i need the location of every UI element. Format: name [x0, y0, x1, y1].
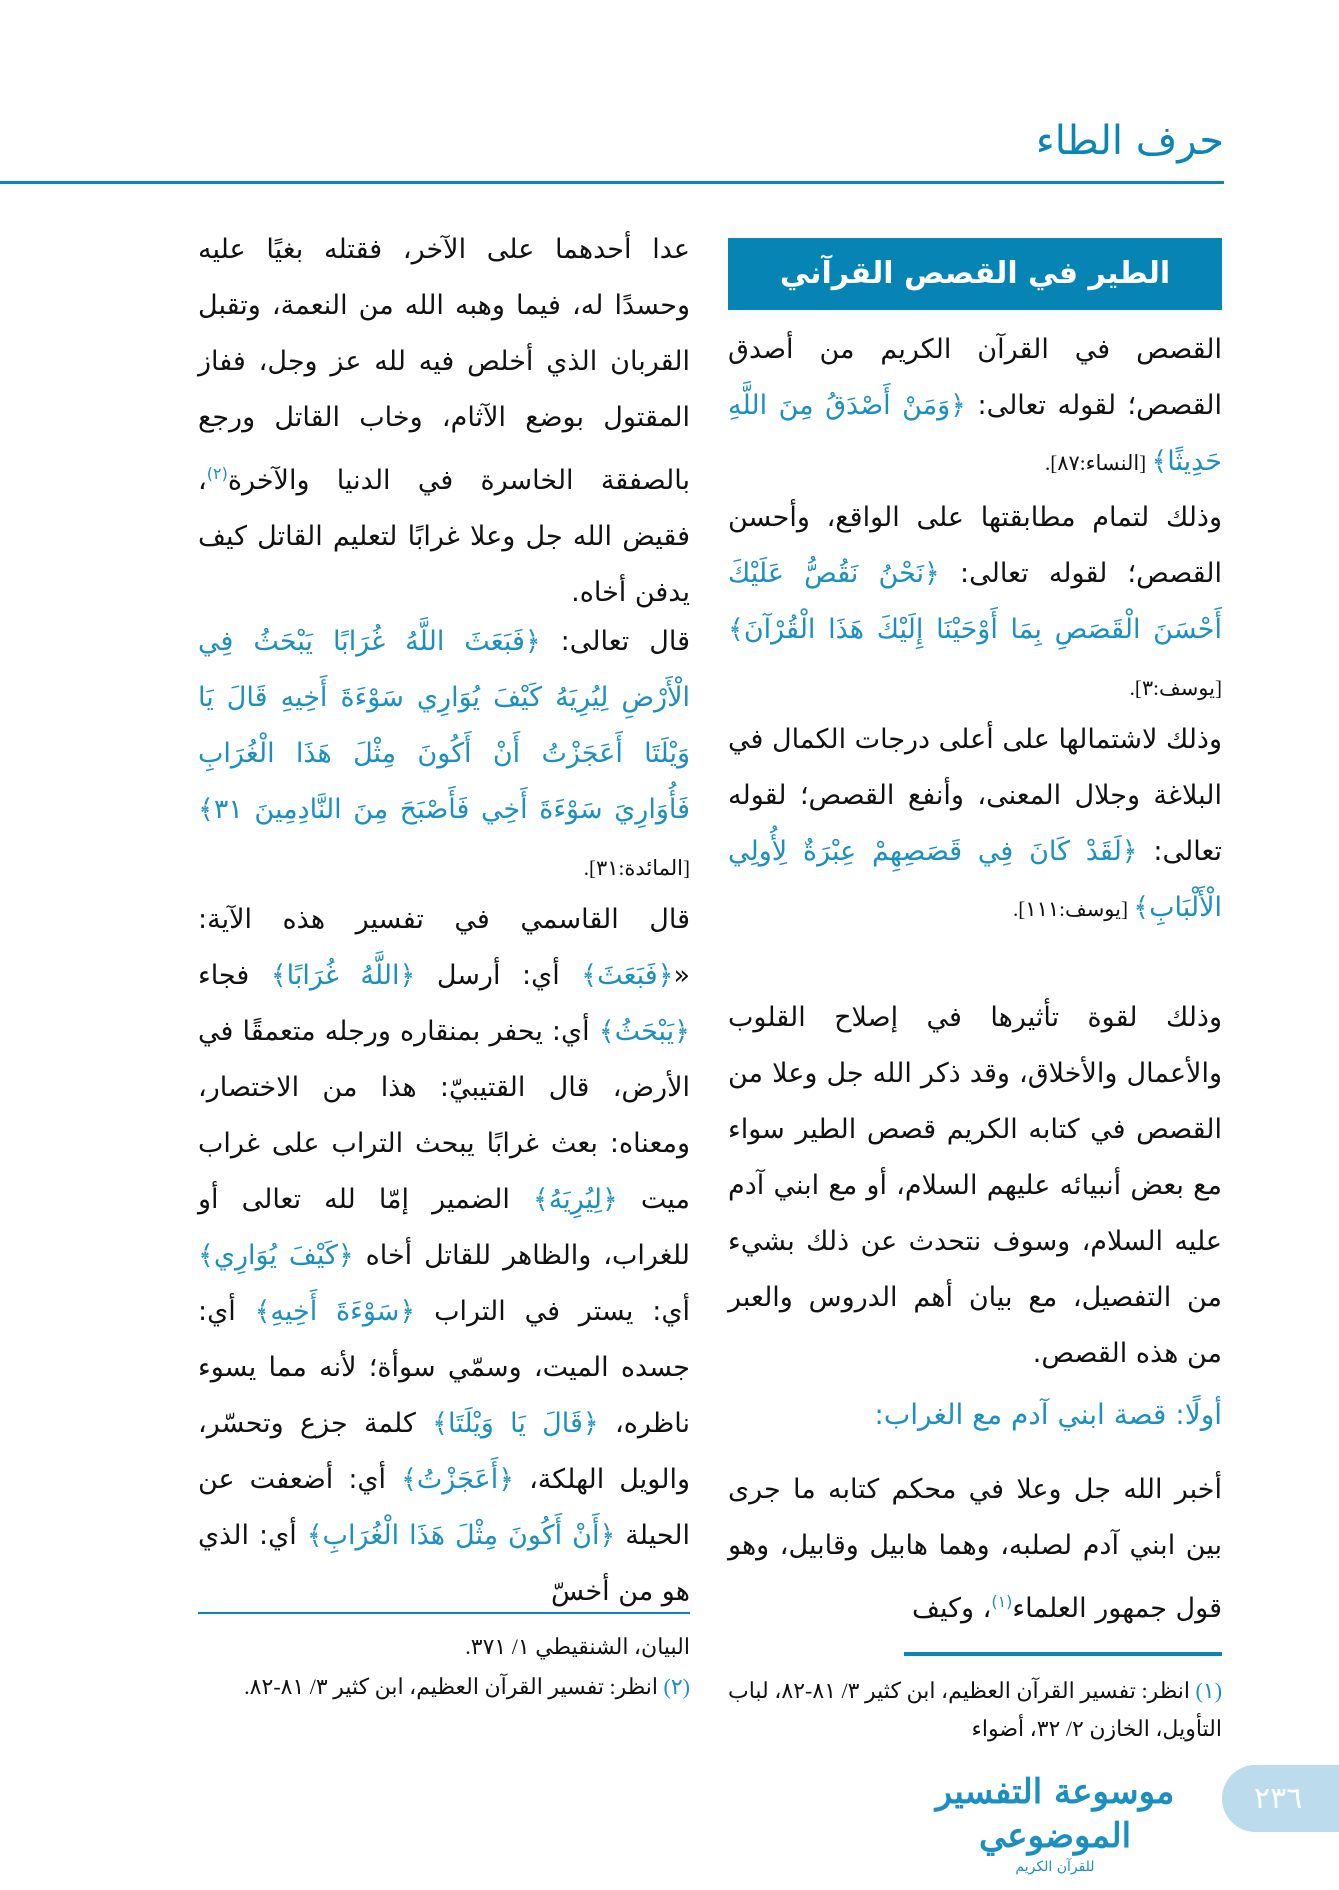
logo-title: موسوعة التفسير الموضوعي	[935, 1772, 1175, 1856]
body-text: أي: الذي هو من أخسّ	[198, 1520, 690, 1607]
quran-verse: ﴿وَمَنْ أَصْدَقُ مِنَ اللَّهِ حَدِيثًا﴾	[728, 390, 1222, 477]
body-text: وذلك لاشتمالها على أعلى درجات الكمال في البلاغة وجلال المعنى، وأنفع القصص؛ لقوله تعالى:	[728, 724, 1222, 867]
section-title: الطير في القصص القرآني	[728, 238, 1222, 310]
body-text: ، وكيف	[912, 1593, 992, 1624]
quran-verse: ﴿كَيْفَ يُوَارِي﴾	[198, 1240, 354, 1271]
body-text: قال القاسمي في تفسير هذه الآية: «	[198, 904, 691, 991]
right-column	[728, 0, 1222, 1760]
quran-verse: ﴿أَعَجَزْتُ﴾	[401, 1464, 515, 1495]
footnote-number: (٢)	[663, 1674, 690, 1699]
quran-verse: ﴿لَقَدْ كَانَ فِي قَصَصِهِمْ عِبْرَةٌ لِأُولِي الْأَلْبَابِ﴾	[728, 836, 1222, 923]
quran-verse: ﴿سَوْءَةَ أَخِيهِ﴾	[254, 1296, 416, 1327]
footnote-divider	[198, 1612, 690, 1614]
verse-reference: [المائدة:٣١].	[583, 856, 690, 880]
paragraph	[728, 490, 1222, 716]
footnote-marker: (١)	[991, 1592, 1013, 1611]
verse-reference: [يوسف:٣].	[1129, 676, 1222, 700]
quran-verse: ﴿يَبْحَثُ﴾	[598, 1016, 690, 1047]
paragraph	[728, 322, 1222, 491]
quran-verse: ﴿نَحْنُ نَقُصُّ عَلَيْكَ أَحْسَنَ الْقَصَصِ بِمَا أَوْحَيْنَا إِلَيْكَ هَذَا الْقُرْآنَ﴾	[728, 558, 1222, 645]
body-text: وذلك لقوة تأثيرها في إصلاح القلوب والأعمال والأخلاق، وقد ذكر الله جل وعلا من القصص في كتابه الكريم قصص الطير سواء مع بعض أنبيائه عليهم السلام، أو مع ابني آدم عليه السلام، وسوف نتحدث عن ذلك بشيء من التفصيل، مع بيان أهم الدروس والعبر من هذه القصص.	[728, 1002, 1222, 1369]
quran-verse: ﴿اللَّهُ غُرَابًا﴾	[270, 960, 416, 991]
body-text: الضمير إمّا لله تعالى أو للغراب، والظاهر للقاتل أخاه	[198, 1184, 691, 1271]
paragraph	[728, 990, 1222, 1382]
body-text: ، فقيض الله جل وعلا غرابًا لتعليم القاتل كيف يدفن أخاه.	[198, 465, 690, 608]
quran-verse: ﴿أَنْ أَكُونَ مِثْلَ هَذَا الْغُرَابِ﴾	[306, 1520, 616, 1551]
footnote-divider	[904, 1652, 1222, 1656]
body-text: أي: أضعفت عن الحيلة	[198, 1464, 690, 1551]
verse-reference: [يوسف:١١١].	[1013, 897, 1134, 921]
paragraph	[728, 1462, 1222, 1637]
footnote-number: (١)	[1195, 1678, 1223, 1703]
body-text: أخبر الله جل وعلا في محكم كتابه ما جرى بين ابني آدم لصلبه، وهما هابيل وقابيل، وهو قول جمهور العلماء	[728, 1474, 1222, 1624]
footnote-text: انظر: تفسير القرآن العظيم، ابن كثير ٣/ ٨١-٨٢.	[244, 1674, 659, 1699]
paragraph	[728, 712, 1222, 937]
paragraph	[198, 892, 690, 1620]
paragraph	[198, 614, 690, 896]
quran-verse: ﴿فَبَعَثَ﴾	[581, 960, 674, 991]
body-text: كلمة جزع وتحسّر، والويل الهلكة،	[198, 1408, 690, 1495]
footnote-text: انظر: تفسير القرآن العظيم، ابن كثير ٣/ ٨١-٨٢، لباب التأويل، الخازن ٢/ ٣٢، أضواء	[728, 1678, 1222, 1741]
body-text: فجاء	[198, 960, 271, 991]
encyclopedia-logo	[930, 1770, 1180, 1876]
body-text: أي: يستر في التراب	[415, 1296, 690, 1327]
paragraph	[198, 222, 690, 621]
body-text: قال تعالى:	[540, 626, 690, 657]
body-text: أي: يحفر بمنقاره ورجله متعمقًا في الأرض، قال القتيبيّ: هذا من الاختصار، ومعناه: بعث غرابًا يبحث التراب على غراب ميت	[198, 1016, 690, 1215]
quran-verse: ﴿قَالَ يَا وَيْلَتَا﴾	[432, 1408, 599, 1439]
body-text: أي: جسده الميت، وسمّي سوأة؛ لأنه مما يسوء ناظره،	[198, 1296, 690, 1439]
verse-reference: [النساء:٨٧].	[1044, 451, 1152, 475]
left-column	[198, 0, 690, 1760]
subheading: أولًا: قصة ابني آدم مع الغراب:	[874, 1398, 1222, 1431]
quran-verse: ﴿فَبَعَثَ اللَّهُ غُرَابًا يَبْحَثُ فِي الْأَرْضِ لِيُرِيَهُ كَيْفَ يُوَارِي سَوْءَةَ أَخِيهِ قَالَ يَا وَيْلَتَا أَعَجَزْتُ أَنْ أَكُونَ مِثْلَ هَذَا الْغُرَابِ فَأُوَارِيَ سَوْءَةَ أَخِي فَأَصْبَحَ مِنَ النَّادِمِينَ ٣١﴾	[198, 626, 690, 825]
footnote	[728, 1672, 1222, 1748]
footnote-marker: (٢)	[206, 464, 228, 483]
footnote	[198, 1668, 690, 1706]
body-text: القصص في القرآن الكريم من أصدق القصص؛ لقوله تعالى:	[728, 334, 1222, 421]
footnote-continued: البيان، الشنقيطي ١/ ٣٧١.	[465, 1634, 690, 1659]
body-text: عدا أحدهما على الآخر، فقتله بغيًا عليه وحسدًا له، فيما وهبه الله من النعمة، وتقبل القربان الذي أخلص فيه لله عز وجل، ففاز المقتول بوضع الآثام، وخاب القاتل ورجع بالصفقة الخاسرة في الدنيا والآخرة	[198, 234, 690, 496]
logo-subtitle: للقرآن الكريم	[1015, 1859, 1095, 1875]
chapter-title: حرف الطاء	[1035, 118, 1224, 164]
body-text: وذلك لتمام مطابقتها على الواقع، وأحسن القصص؛ لقوله تعالى:	[728, 502, 1222, 589]
body-text: أي: أرسل	[415, 960, 582, 991]
quran-verse: ﴿لِيُرِيَهُ﴾	[532, 1184, 618, 1215]
page-number: ٢٣٦	[1222, 1765, 1339, 1832]
